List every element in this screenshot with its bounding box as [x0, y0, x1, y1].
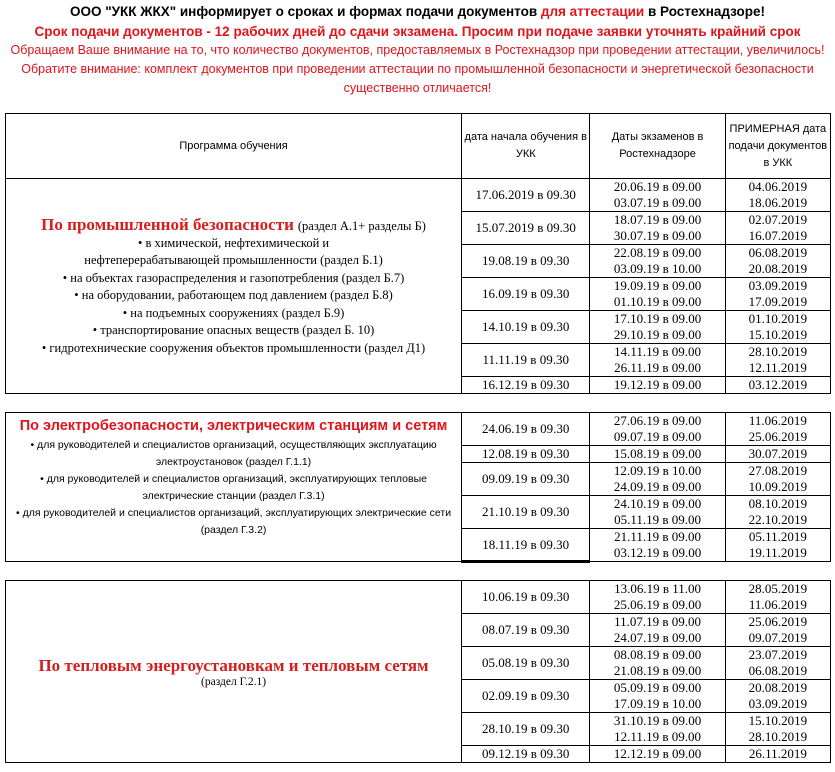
- table-row: [6, 179, 831, 212]
- start-date: 19.08.19 в 09.30: [462, 245, 590, 278]
- submit-date: 02.07.2019: [748, 212, 808, 227]
- submit-date: 08.10.2019: [748, 496, 808, 511]
- exam-date: 26.11.19 в 09.00: [614, 360, 701, 375]
- program-item: • на объектах газораспределения и газопотребления (раздел Б.7): [62, 270, 405, 285]
- submit-date: 22.10.2019: [748, 512, 808, 527]
- submit-dates: [725, 212, 830, 245]
- program-note: (раздел Г.2.1): [201, 675, 267, 688]
- exam-date: 08.08.19 в 09.00: [613, 647, 702, 662]
- submit-date: 01.10.2019: [748, 311, 808, 326]
- submit-date: 18.06.2019: [748, 195, 808, 210]
- submit-date: 09.07.2019: [748, 630, 808, 645]
- exam-date: 29.10.19 в 09.00: [613, 327, 702, 342]
- exam-date: 15.08.19 в 09.00: [613, 446, 702, 461]
- submit-date: 06.08.2019: [748, 245, 808, 260]
- start-date: 12.08.19 в 09.30: [462, 446, 590, 463]
- exam-date: 25.06.19 в 09.00: [613, 597, 702, 612]
- notice-title: [0, 2, 835, 22]
- exam-date: 09.07.19 в 09.00: [613, 429, 702, 444]
- program-thermal: [6, 581, 462, 763]
- program-item: • транспортирование опасных веществ (раздел Б. 10): [92, 323, 375, 338]
- submit-date: 28.05.2019: [748, 581, 808, 596]
- exam-dates: [590, 278, 725, 311]
- exam-dates: [590, 311, 725, 344]
- submit-dates: [725, 713, 830, 746]
- program-title: По электробезопасности, электрическим станциям и сетям: [19, 418, 448, 434]
- exam-dates: [590, 245, 725, 278]
- exam-date: 17.10.19 в 09.00: [613, 311, 702, 326]
- submit-dates: [725, 413, 830, 446]
- table-header-row: [6, 114, 831, 179]
- exam-date: 12.09.19 в 10.00: [613, 463, 702, 478]
- submit-date: 04.06.2019: [748, 179, 808, 194]
- exam-dates: [590, 413, 725, 446]
- start-date: 10.06.19 в 09.30: [462, 581, 590, 614]
- start-date: 16.09.19 в 09.30: [462, 278, 590, 311]
- exam-dates: [590, 377, 725, 394]
- start-date: 17.06.2019 в 09.30: [462, 179, 590, 212]
- submit-dates: [725, 647, 830, 680]
- exam-dates: [590, 614, 725, 647]
- program-items: [6, 437, 461, 539]
- submit-date: 23.07.2019: [748, 647, 808, 662]
- program-item: • для руководителей и специалистов организаций, эксплуатирующих тепловые электрические станции (раздел Г.3.1): [40, 473, 427, 502]
- submit-dates: [725, 311, 830, 344]
- header-program: Программа обучения: [6, 114, 462, 179]
- exam-date: 24.09.19 в 09.00: [613, 479, 702, 494]
- exam-date: 11.07.19 в 09.00: [614, 614, 701, 629]
- program-item: • гидротехнические сооружения объектов промышленности (раздел Д1): [41, 340, 426, 355]
- submit-date: 11.06.2019: [748, 413, 807, 428]
- submit-date: 19.11.2019: [748, 545, 807, 560]
- title-text: ООО "УКК ЖКХ" информирует о сроках и формах подачи документов: [69, 4, 541, 19]
- program-title: По тепловым энергоустановкам и тепловым сетям: [38, 655, 429, 675]
- submit-date: 30.07.2019: [748, 446, 808, 461]
- submit-dates: [725, 614, 830, 647]
- submit-dates: [725, 529, 830, 562]
- start-date: 11.11.19 в 09.30: [462, 344, 590, 377]
- start-date: 02.09.19 в 09.30: [462, 680, 590, 713]
- submit-date: 20.08.2019: [748, 680, 808, 695]
- start-date: 09.12.19 в 09.30: [462, 746, 590, 763]
- exam-dates: [590, 179, 725, 212]
- submit-date: 27.08.2019: [748, 463, 808, 478]
- table-row: [6, 581, 831, 614]
- exam-dates: [590, 446, 725, 463]
- exam-dates: [590, 529, 725, 562]
- program-note: (раздел А.1+ разделы Б): [297, 218, 426, 233]
- header-exam-dates: Даты экзаменов в Ростехнадзоре: [590, 114, 725, 179]
- exam-date: 30.07.19 в 09.00: [613, 228, 702, 243]
- exam-date: 12.11.19 в 09.00: [614, 729, 701, 744]
- submit-date: 15.10.2019: [748, 713, 808, 728]
- submit-dates: [725, 344, 830, 377]
- exam-dates: [590, 647, 725, 680]
- start-date: 28.10.19 в 09.30: [462, 713, 590, 746]
- start-date: 18.11.19 в 09.30: [462, 529, 590, 562]
- submit-dates: [725, 496, 830, 529]
- exam-date: 05.09.19 в 09.00: [613, 680, 702, 695]
- exam-date: 03.07.19 в 09.00: [613, 195, 702, 210]
- program-industrial-safety: [6, 179, 462, 394]
- submit-date: 05.11.2019: [748, 529, 807, 544]
- documents-notice: Обращаем Ваше внимание на то, что количество документов, предоставляемых в Ростехнадзор при проведении аттестации, увеличилось! Обратите внимание: комплект документов при проведении аттестации по промышленной безопасности и энергетической безопасности существенно отличается!: [10, 43, 825, 95]
- start-date: 09.09.19 в 09.30: [462, 463, 590, 496]
- schedule-table-industrial: [5, 113, 831, 394]
- exam-dates: [590, 212, 725, 245]
- program-item: • для руководителей и специалистов организаций, эксплуатирующих электрические сети (раздел Г.3.2): [15, 507, 452, 536]
- program-items: [6, 235, 461, 358]
- exam-date: 18.07.19 в 09.00: [613, 212, 702, 227]
- title-highlight: для аттестации: [540, 4, 645, 19]
- submit-dates: [725, 463, 830, 496]
- exam-date: 27.06.19 в 09.00: [613, 413, 702, 428]
- submit-date: 28.10.2019: [748, 729, 808, 744]
- submit-dates: [725, 377, 830, 394]
- exam-dates: [590, 496, 725, 529]
- submit-date: 12.11.2019: [748, 360, 807, 375]
- submit-date: 26.11.2019: [748, 746, 807, 761]
- exam-date: 24.07.19 в 09.00: [613, 630, 702, 645]
- submit-dates: [725, 581, 830, 614]
- exam-date: 19.09.19 в 09.00: [613, 278, 702, 293]
- exam-date: 01.10.19 в 09.00: [613, 294, 702, 309]
- exam-date: 24.10.19 в 09.00: [613, 496, 702, 511]
- exam-date: 22.08.19 в 09.00: [613, 245, 702, 260]
- table-row: [6, 413, 831, 446]
- exam-date: 03.09.19 в 10.00: [613, 261, 702, 276]
- submit-date: 11.06.2019: [748, 597, 807, 612]
- deadline-notice: Срок подачи документов - 12 рабочих дней до сдачи экзамена. Просим при подаче заявки уточнять крайний срок: [34, 24, 801, 39]
- exam-dates: [590, 344, 725, 377]
- start-date: 05.08.19 в 09.30: [462, 647, 590, 680]
- exam-dates: [590, 713, 725, 746]
- exam-date: 19.12.19 в 09.00: [613, 377, 702, 392]
- submit-date: 06.08.2019: [748, 663, 808, 678]
- exam-dates: [590, 581, 725, 614]
- program-item: • в химической, нефтехимической и нефтеперерабатывающей промышленности (раздел Б.1): [84, 235, 383, 268]
- submit-date: 03.09.2019: [748, 696, 808, 711]
- submit-date: 03.12.2019: [748, 377, 808, 392]
- submit-date: 15.10.2019: [748, 327, 808, 342]
- program-item: • на подъемных сооружениях (раздел Б.9): [122, 305, 345, 320]
- submit-dates: [725, 278, 830, 311]
- title-text-end: в Ростехнадзоре!: [644, 4, 765, 19]
- submit-dates: [725, 680, 830, 713]
- start-date: 08.07.19 в 09.30: [462, 614, 590, 647]
- exam-date: 20.06.19 в 09.00: [613, 179, 702, 194]
- exam-date: 14.11.19 в 09.00: [614, 344, 701, 359]
- exam-date: 17.09.19 в 10.00: [613, 696, 702, 711]
- submit-date: 20.08.2019: [748, 261, 808, 276]
- exam-date: 03.12.19 в 09.00: [613, 545, 702, 560]
- program-title: По промышленной безопасности: [41, 214, 294, 234]
- submit-date: 25.06.2019: [748, 429, 808, 444]
- exam-date: 31.10.19 в 09.00: [613, 713, 702, 728]
- exam-dates: [590, 746, 725, 763]
- notice-header: [0, 2, 835, 98]
- program-item: • на оборудовании, работающем под давлением (раздел Б.8): [74, 288, 393, 303]
- start-date: 21.10.19 в 09.30: [462, 496, 590, 529]
- submit-date: 16.07.2019: [748, 228, 808, 243]
- schedule-table-electrical: [5, 412, 831, 563]
- submit-date: 17.09.2019: [748, 294, 808, 309]
- start-date: 15.07.2019 в 09.30: [462, 212, 590, 245]
- program-electrical-safety: [6, 413, 462, 562]
- exam-dates: [590, 680, 725, 713]
- exam-date: 05.11.19 в 09.00: [614, 512, 701, 527]
- header-start-date: дата начала обучения в УКК: [462, 114, 590, 179]
- exam-date: 12.12.19 в 09.00: [613, 746, 702, 761]
- submit-dates: [725, 179, 830, 212]
- exam-date: 13.06.19 в 11.00: [614, 581, 701, 596]
- submit-date: 10.09.2019: [748, 479, 808, 494]
- exam-date: 21.11.19 в 09.00: [614, 529, 701, 544]
- submit-dates: [725, 746, 830, 763]
- exam-dates: [590, 463, 725, 496]
- program-item: • для руководителей и специалистов организаций, осуществляющих эксплуатацию электроустановок (раздел Г.1.1): [30, 439, 437, 468]
- header-submit-date: ПРИМЕРНАЯ дата подачи документов в УКК: [725, 114, 830, 179]
- submit-date: 28.10.2019: [748, 344, 808, 359]
- submit-dates: [725, 245, 830, 278]
- start-date: 14.10.19 в 09.30: [462, 311, 590, 344]
- schedule-table-thermal: [5, 580, 831, 763]
- submit-date: 25.06.2019: [748, 614, 808, 629]
- start-date: 24.06.19 в 09.30: [462, 413, 590, 446]
- submit-date: 03.09.2019: [748, 278, 808, 293]
- exam-date: 21.08.19 в 09.00: [613, 663, 702, 678]
- start-date: 16.12.19 в 09.30: [462, 377, 590, 394]
- submit-dates: [725, 446, 830, 463]
